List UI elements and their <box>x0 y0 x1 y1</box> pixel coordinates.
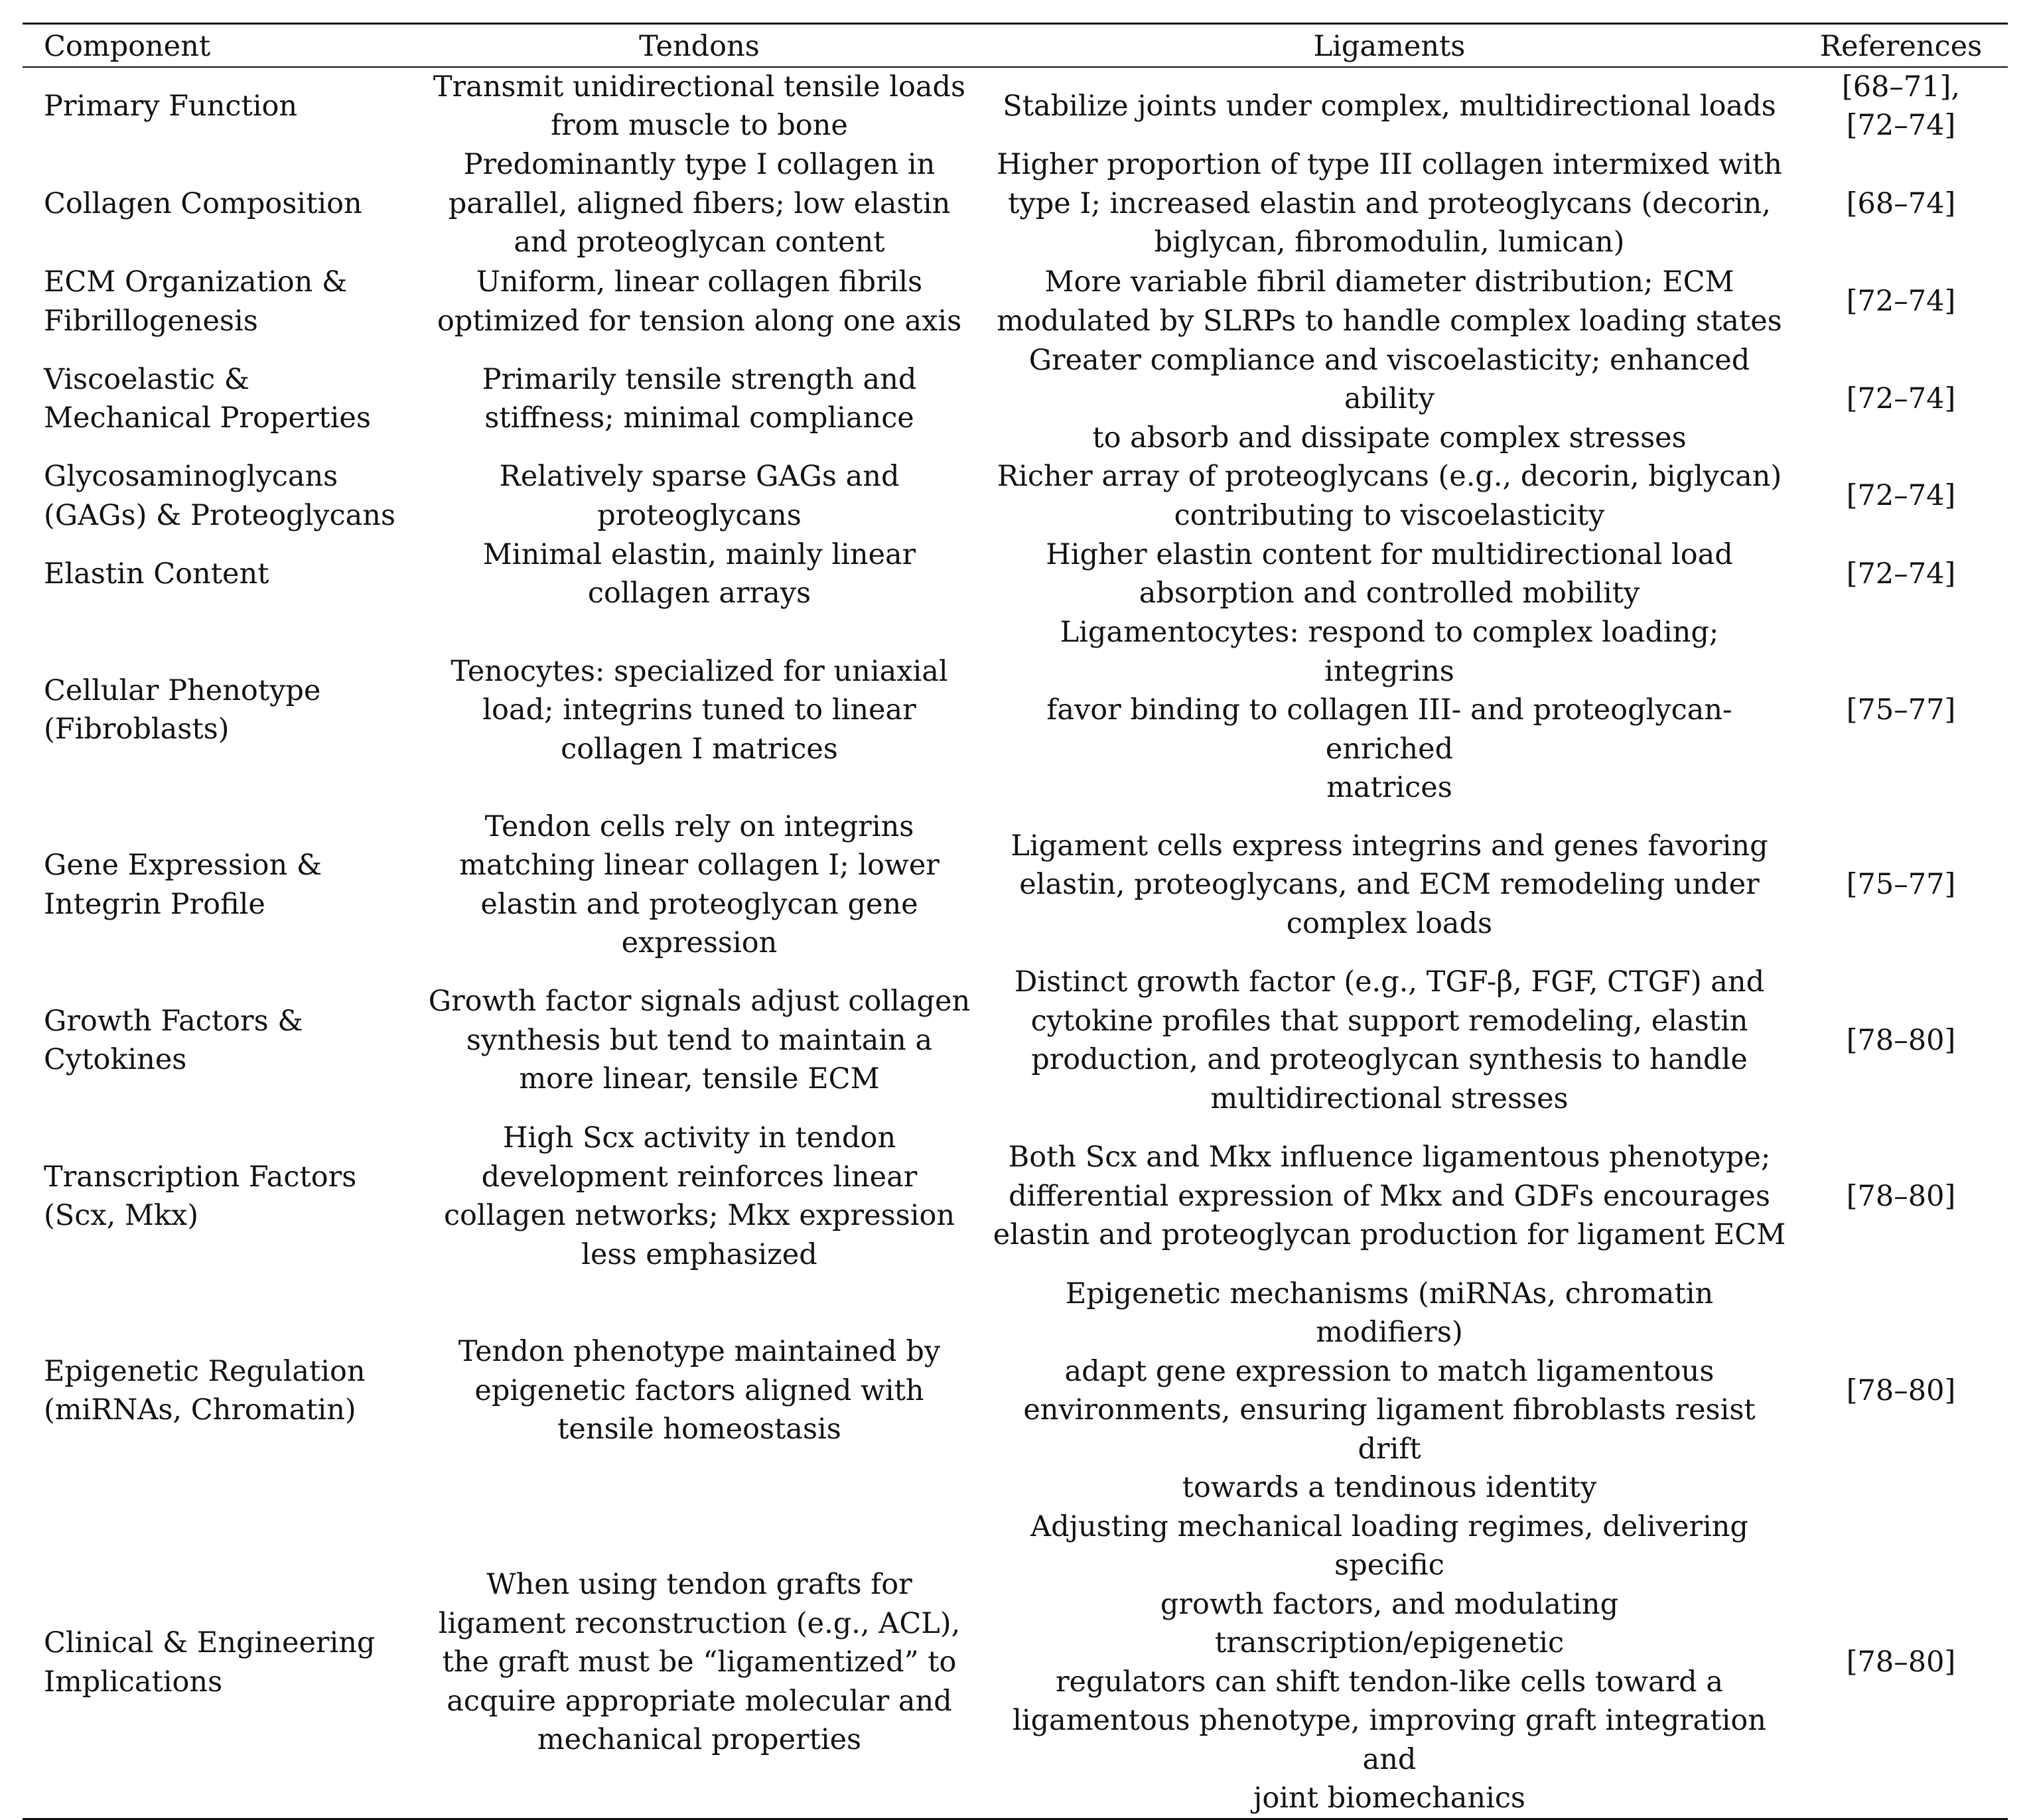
cell-line: Predominantly type I collagen in <box>463 148 936 182</box>
cell-component <box>23 263 414 341</box>
cell-line: (Fibroblasts) <box>44 713 230 746</box>
cell-line: Gene Expression & <box>44 849 322 882</box>
cell-tendons <box>414 1275 985 1507</box>
cell-line: More variable fibril diameter distribution; ECM <box>1044 265 1734 299</box>
cell-line: Tendon cells rely on integrins <box>484 809 914 843</box>
cell-line: ligamentous phenotype, improving graft integration and <box>1013 1704 1766 1776</box>
cell-references <box>1794 807 2008 963</box>
table-row <box>23 1507 2008 1819</box>
header-ligaments: Ligaments <box>1313 30 1466 63</box>
cell-line: Ligamentocytes: respond to complex loading; integrins <box>1060 616 1719 688</box>
cell-line: Implications <box>44 1665 223 1699</box>
cell-line: [78–80] <box>1846 1645 1956 1679</box>
cell-ligaments <box>985 535 1794 613</box>
cell-line: Tenocytes: specialized for uniaxial <box>451 654 948 688</box>
cell-line: collagen I matrices <box>561 732 838 766</box>
cell-line: [75–77] <box>1846 868 1956 902</box>
comparison-table-wrapper <box>23 23 2008 1820</box>
cell-ligaments <box>985 1507 1794 1819</box>
cell-references <box>1794 263 2008 341</box>
table-row <box>23 341 2008 458</box>
cell-line: (GAGs) & Proteoglycans <box>44 498 396 532</box>
cell-component <box>23 613 414 807</box>
cell-line: High Scx activity in tendon <box>502 1121 896 1155</box>
cell-line: load; integrins tuned to linear <box>482 693 916 727</box>
cell-line: elastin, proteoglycans, and ECM remodeling under <box>1019 868 1760 902</box>
cell-tendons <box>414 145 985 263</box>
cell-line: Mechanical Properties <box>44 401 371 435</box>
cell-line: Both Scx and Mkx influence ligamentous phenotype; <box>1008 1141 1771 1174</box>
cell-ligaments <box>985 67 1794 145</box>
cell-line: production, and proteoglycan synthesis to handle <box>1031 1043 1748 1076</box>
cell-line: synthesis but tend to maintain a <box>466 1023 933 1057</box>
cell-tendons <box>414 1119 985 1275</box>
cell-line: Glycosaminoglycans <box>44 460 338 493</box>
cell-line: towards a tendinous identity <box>1182 1471 1597 1504</box>
cell-ligaments <box>985 1275 1794 1507</box>
cell-line: regulators can shift tendon-like cells toward a <box>1055 1665 1724 1699</box>
cell-tendons <box>414 263 985 341</box>
cell-references <box>1794 613 2008 807</box>
cell-line: elastin and proteoglycan production for ligament ECM <box>993 1218 1786 1252</box>
table-body <box>23 67 2008 1819</box>
cell-tendons <box>414 963 985 1119</box>
table-row <box>23 963 2008 1119</box>
cell-line: differential expression of Mkx and GDFs encourages <box>1009 1179 1770 1213</box>
table-row <box>23 807 2008 963</box>
cell-line: [78–80] <box>1846 1179 1956 1213</box>
cell-line: development reinforces linear <box>481 1160 918 1194</box>
table-row <box>23 535 2008 613</box>
cell-line: collagen networks; Mkx expression <box>443 1199 955 1232</box>
table-row <box>23 263 2008 341</box>
cell-line: Transcription Factors <box>44 1160 357 1194</box>
table-row <box>23 67 2008 145</box>
cell-references <box>1794 535 2008 613</box>
header-tendons: Tendons <box>639 30 760 63</box>
cell-line: joint biomechanics <box>1253 1782 1525 1815</box>
cell-line: Epigenetic mechanisms (miRNAs, chromatin modifiers) <box>1065 1277 1714 1349</box>
cell-component <box>23 1507 414 1819</box>
cell-component <box>23 145 414 263</box>
cell-line: Greater compliance and viscoelasticity; enhanced ability <box>1028 343 1750 415</box>
cell-line: Primarily tensile strength and <box>482 362 917 396</box>
header-row <box>23 24 2008 67</box>
cell-line: environments, ensuring ligament fibroblasts resist drift <box>1023 1393 1756 1466</box>
cell-line: Adjusting mechanical loading regimes, delivering specific <box>1030 1509 1748 1582</box>
cell-tendons <box>414 613 985 807</box>
cell-component <box>23 67 414 145</box>
table-row <box>23 1119 2008 1275</box>
cell-line: Uniform, linear collagen fibrils <box>476 265 923 299</box>
cell-line: Transmit unidirectional tensile loads <box>433 70 966 104</box>
cell-component <box>23 535 414 613</box>
cell-ligaments <box>985 963 1794 1119</box>
cell-line: Minimal elastin, mainly linear <box>482 537 916 571</box>
cell-line: [72–74] <box>1846 557 1956 591</box>
cell-line: Relatively sparse GAGs and <box>499 460 900 493</box>
cell-references <box>1794 457 2008 535</box>
cell-line: Distinct growth factor (e.g., TGF-β, FGF, CTGF) and <box>1014 965 1765 999</box>
cell-line: [78–80] <box>1846 1023 1956 1057</box>
cell-line: collagen arrays <box>587 577 811 610</box>
cell-line: favor binding to collagen III- and proteoglycan-enriched <box>1046 693 1732 766</box>
cell-line: acquire appropriate molecular and <box>447 1684 952 1718</box>
cell-line: [72–74] <box>1846 109 1956 142</box>
cell-line: Collagen Composition <box>44 186 362 220</box>
cell-line: Viscoelastic & <box>44 362 250 396</box>
cell-line: Higher elastin content for multidirectional load <box>1046 537 1733 571</box>
cell-line: Ligament cells express integrins and genes favoring <box>1011 829 1768 863</box>
cell-line: adapt gene expression to match ligamentous <box>1064 1354 1715 1388</box>
cell-line: Epigenetic Regulation <box>44 1354 366 1388</box>
cell-component <box>23 457 414 535</box>
cell-line: matrices <box>1326 771 1452 804</box>
cell-line: (Scx, Mkx) <box>44 1199 199 1232</box>
cell-line: less emphasized <box>581 1237 817 1271</box>
cell-line: tensile homeostasis <box>557 1413 841 1446</box>
cell-line: absorption and controlled mobility <box>1139 577 1640 610</box>
cell-line: [75–77] <box>1846 693 1956 727</box>
header-component: Component <box>44 30 211 63</box>
cell-tendons <box>414 1507 985 1819</box>
cell-ligaments <box>985 807 1794 963</box>
table-row <box>23 145 2008 263</box>
cell-line: epigenetic factors aligned with <box>474 1373 924 1407</box>
cell-line: [72–74] <box>1846 479 1956 513</box>
cell-component <box>23 1119 414 1275</box>
cell-line: Growth Factors & <box>44 1004 303 1038</box>
cell-line: [78–80] <box>1846 1373 1956 1407</box>
cell-line: Stabilize joints under complex, multidirectional loads <box>1003 89 1776 123</box>
cell-tendons <box>414 807 985 963</box>
cell-references <box>1794 145 2008 263</box>
cell-line: matching linear collagen I; lower <box>459 849 940 882</box>
cell-line: (miRNAs, Chromatin) <box>44 1393 356 1427</box>
cell-line: [68–71], <box>1841 70 1961 104</box>
cell-line: [68–74] <box>1846 186 1956 220</box>
cell-ligaments <box>985 341 1794 458</box>
cell-line: Tendon phenotype maintained by <box>458 1335 941 1369</box>
cell-line: Fibrillogenesis <box>44 304 258 338</box>
cell-line: Primary Function <box>44 89 298 123</box>
cell-line: Richer array of proteoglycans (e.g., decorin, biglycan) <box>997 460 1782 493</box>
cell-line: Cellular Phenotype <box>44 673 321 707</box>
cell-ligaments <box>985 263 1794 341</box>
cell-component <box>23 341 414 458</box>
table-row <box>23 457 2008 535</box>
cell-line: more linear, tensile ECM <box>519 1062 880 1096</box>
cell-line: Higher proportion of type III collagen intermixed with <box>997 148 1782 182</box>
cell-line: elastin and proteoglycan gene <box>480 887 918 921</box>
cell-component <box>23 1275 414 1507</box>
cell-line: expression <box>621 926 778 959</box>
cell-references <box>1794 1275 2008 1507</box>
cell-line: mechanical properties <box>537 1723 862 1757</box>
cell-line: contributing to viscoelasticity <box>1174 498 1605 532</box>
cell-ligaments <box>985 1119 1794 1275</box>
cell-tendons <box>414 457 985 535</box>
cell-ligaments <box>985 457 1794 535</box>
tendons-vs-ligaments-table <box>23 23 2008 1820</box>
cell-line: multidirectional stresses <box>1210 1082 1569 1115</box>
cell-tendons <box>414 535 985 613</box>
cell-references <box>1794 1119 2008 1275</box>
cell-line: biglycan, fibromodulin, lumican) <box>1154 226 1625 259</box>
cell-line: and proteoglycan content <box>514 226 885 259</box>
cell-ligaments <box>985 613 1794 807</box>
cell-line: optimized for tension along one axis <box>437 304 962 338</box>
cell-references <box>1794 67 2008 145</box>
cell-references <box>1794 341 2008 458</box>
cell-line: stiffness; minimal compliance <box>484 401 914 435</box>
header-references: References <box>1819 30 1983 63</box>
cell-line: to absorb and dissipate complex stresses <box>1092 421 1687 455</box>
table-header <box>23 24 2008 67</box>
cell-line: from muscle to bone <box>551 109 848 142</box>
cell-line: [72–74] <box>1846 382 1956 415</box>
cell-line: ECM Organization & <box>44 265 348 299</box>
cell-line: When using tendon grafts for <box>486 1568 912 1602</box>
cell-ligaments <box>985 145 1794 263</box>
cell-line: Integrin Profile <box>44 887 265 921</box>
cell-references <box>1794 1507 2008 1819</box>
cell-line: Clinical & Engineering <box>44 1626 376 1659</box>
cell-line: ligament reconstruction (e.g., ACL), <box>438 1606 961 1640</box>
table-row <box>23 613 2008 807</box>
cell-line: modulated by SLRPs to handle complex loading states <box>997 304 1782 338</box>
cell-component <box>23 807 414 963</box>
cell-line: [72–74] <box>1846 285 1956 318</box>
cell-line: complex loads <box>1286 906 1493 940</box>
cell-tendons <box>414 341 985 458</box>
cell-component <box>23 963 414 1119</box>
cell-tendons <box>414 67 985 145</box>
table-row <box>23 1275 2008 1507</box>
cell-line: Elastin Content <box>44 557 269 591</box>
cell-line: cytokine profiles that support remodeling, elastin <box>1030 1004 1748 1038</box>
cell-references <box>1794 963 2008 1119</box>
cell-line: Cytokines <box>44 1043 187 1076</box>
cell-line: Growth factor signals adjust collagen <box>428 985 971 1018</box>
cell-line: type I; increased elastin and proteoglycans (decorin, <box>1008 186 1771 220</box>
cell-line: parallel, aligned fibers; low elastin <box>448 186 951 220</box>
cell-line: growth factors, and modulating transcription/epigenetic <box>1160 1587 1619 1659</box>
cell-line: the graft must be “ligamentized” to <box>442 1645 957 1679</box>
cell-line: proteoglycans <box>597 498 802 532</box>
